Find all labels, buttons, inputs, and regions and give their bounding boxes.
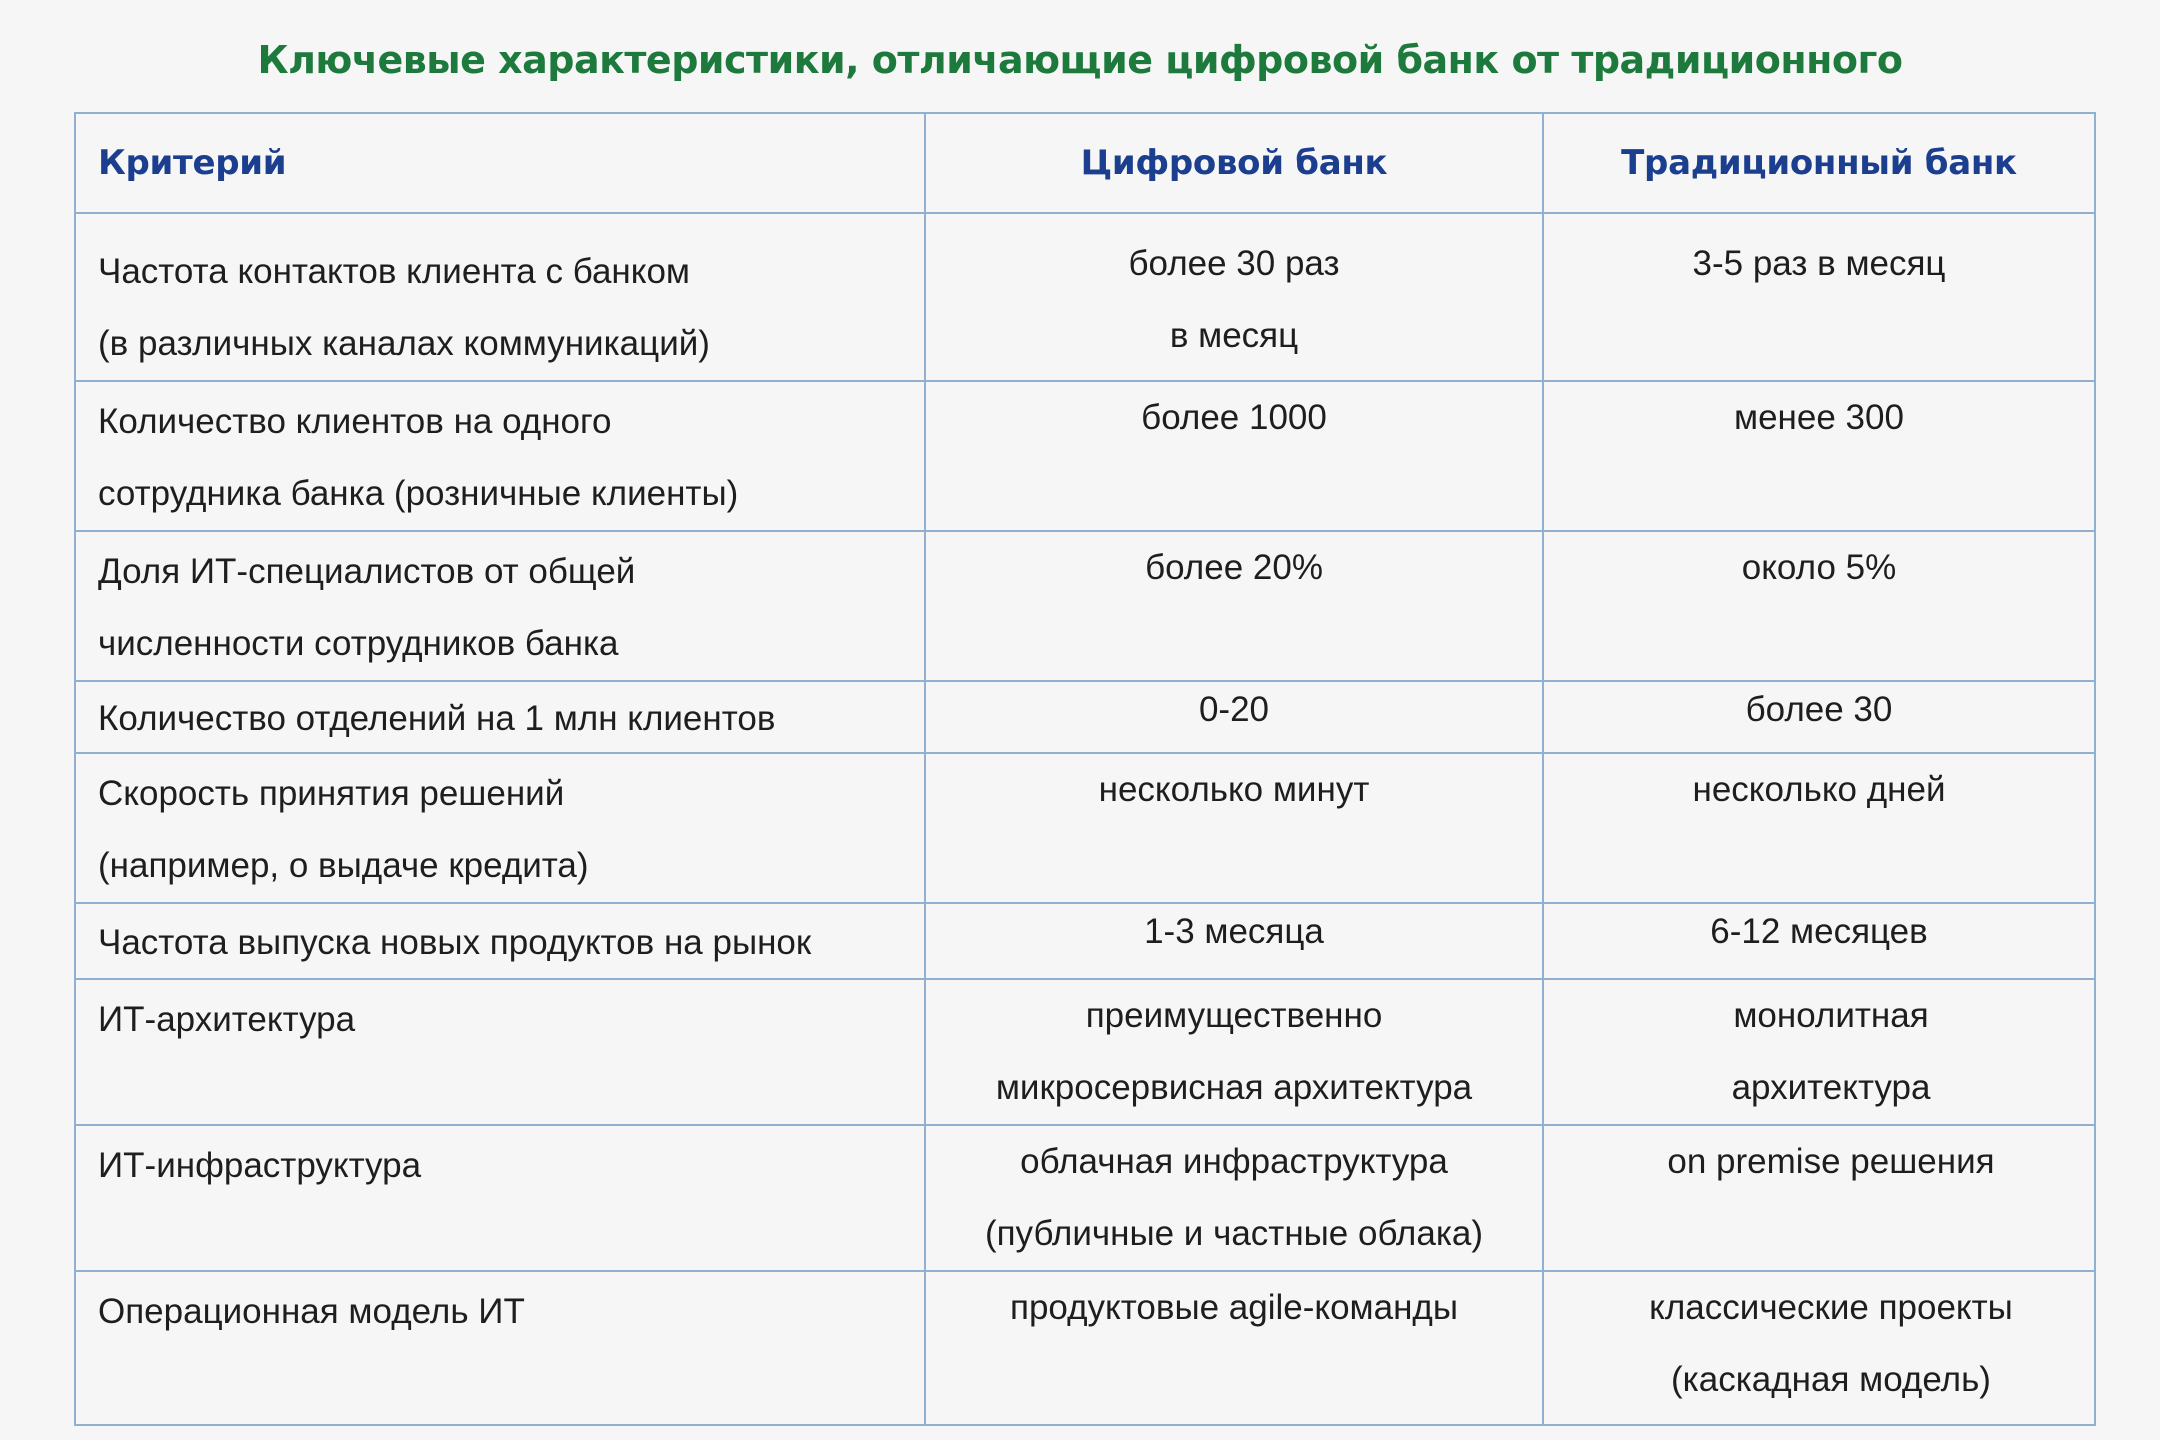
cell-line: on premise решения (1667, 1142, 1995, 1181)
cell-line: в месяц (1169, 316, 1299, 355)
cell-line: классические проекты (1649, 1288, 2013, 1327)
cell-line: более 1000 (1141, 398, 1327, 437)
traditional-cell (1543, 753, 2095, 903)
table-row (75, 753, 2095, 903)
cell-line: (каскадная модель) (1671, 1360, 1991, 1399)
traditional-cell (1543, 903, 2095, 979)
cell-line: численности сотрудников банка (98, 624, 619, 663)
table-row (75, 381, 2095, 531)
criterion-cell (75, 681, 925, 753)
page-title: Ключевые характеристики, отличающие цифровой банк от традиционного (257, 38, 1903, 82)
digital-cell (925, 753, 1543, 903)
cell-line: более 30 (1745, 690, 1893, 729)
cell-line: 6-12 месяцев (1710, 912, 1928, 951)
digital-cell (925, 903, 1543, 979)
cell-line: несколько минут (1098, 770, 1370, 809)
table-row (75, 213, 2095, 381)
criterion-cell (75, 531, 925, 681)
cell-line: (например, о выдаче кредита) (98, 846, 589, 885)
traditional-cell (1543, 381, 2095, 531)
cell-line: (публичные и частные облака) (984, 1214, 1484, 1253)
digital-cell (925, 681, 1543, 753)
cell-line: более 30 раз (1128, 244, 1340, 283)
criterion-cell (75, 903, 925, 979)
cell-line: 3-5 раз в месяц (1692, 244, 1946, 283)
traditional-cell (1543, 531, 2095, 681)
traditional-cell (1543, 1271, 2095, 1425)
table-row (75, 1125, 2095, 1271)
cell-line: около 5% (1741, 548, 1897, 587)
cell-line: 0-20 (1198, 690, 1270, 729)
cell-line: продуктовые agile-команды (1010, 1288, 1458, 1327)
digital-cell (925, 1125, 1543, 1271)
header-criterion: Критерий (75, 113, 925, 213)
cell-line: менее 300 (1734, 398, 1904, 437)
traditional-cell (1543, 1125, 2095, 1271)
table-row (75, 531, 2095, 681)
digital-cell (925, 1271, 1543, 1425)
header-traditional-bank: Традиционный банк (1543, 113, 2095, 213)
digital-cell (925, 213, 1543, 381)
digital-cell (925, 381, 1543, 531)
cell-line: (в различных каналах коммуникаций) (98, 324, 710, 363)
table-row (75, 903, 2095, 979)
cell-line: Доля ИТ-специалистов от общей (98, 552, 636, 591)
cell-line: Скорость принятия решений (98, 774, 565, 813)
traditional-cell (1543, 213, 2095, 381)
criterion-cell (75, 1271, 925, 1425)
criterion-cell (75, 381, 925, 531)
cell-line: Количество отделений на 1 млн клиентов (98, 699, 776, 738)
cell-line: облачная инфраструктура (1020, 1142, 1448, 1181)
table-header-row (75, 113, 2095, 213)
traditional-cell (1543, 979, 2095, 1125)
cell-line: архитектура (1731, 1068, 1931, 1107)
cell-line: Частота выпуска новых продуктов на рынок (98, 923, 812, 962)
traditional-cell (1543, 681, 2095, 753)
cell-line: 1-3 месяца (1144, 912, 1324, 951)
cell-line: Количество клиентов на одного (98, 402, 612, 441)
comparison-table (74, 112, 2096, 1426)
cell-line: несколько дней (1692, 770, 1946, 809)
criterion-cell (75, 979, 925, 1125)
cell-line: преимущественно (1085, 996, 1383, 1035)
header-digital-bank: Цифровой банк (925, 113, 1543, 213)
cell-line: микросервисная архитектура (995, 1068, 1473, 1107)
digital-cell (925, 979, 1543, 1125)
criterion-cell (75, 1125, 925, 1271)
cell-line: более 20% (1145, 548, 1323, 587)
table-row (75, 979, 2095, 1125)
criterion-cell (75, 213, 925, 381)
table-row (75, 1271, 2095, 1425)
cell-line: ИТ-инфраструктура (98, 1146, 422, 1185)
cell-line: Операционная модель ИТ (98, 1292, 525, 1331)
digital-cell (925, 531, 1543, 681)
criterion-cell (75, 753, 925, 903)
cell-line: монолитная (1733, 996, 1929, 1035)
table-row (75, 681, 2095, 753)
cell-line: сотрудника банка (розничные клиенты) (98, 474, 739, 513)
cell-line: Частота контактов клиента с банком (98, 252, 690, 291)
cell-line: ИТ-архитектура (98, 1000, 356, 1039)
